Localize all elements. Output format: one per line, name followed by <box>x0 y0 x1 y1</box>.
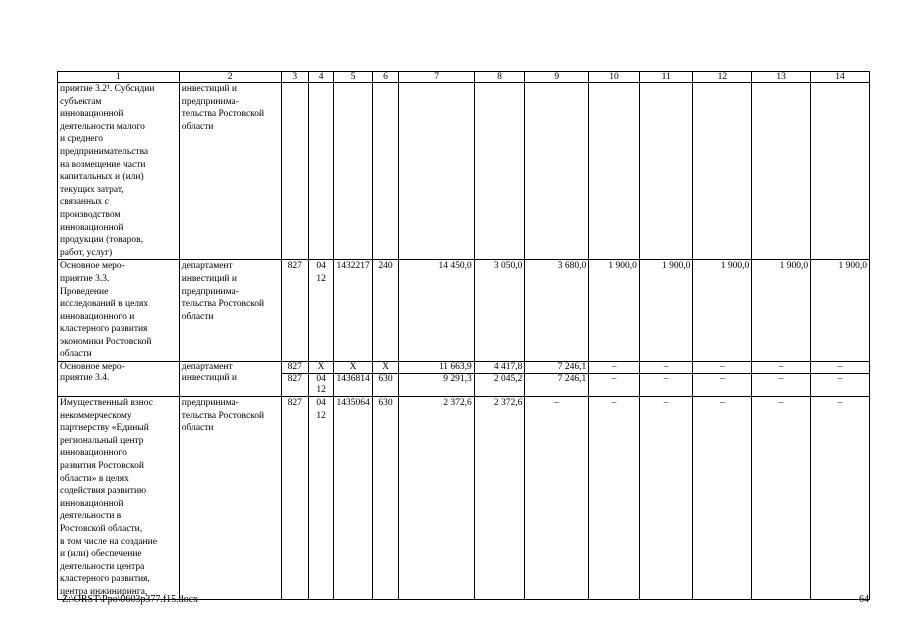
text-line: на возмещение части <box>60 159 146 170</box>
amount-cell: – <box>752 374 811 397</box>
text-line: деятельности малого <box>60 121 145 132</box>
vr-cell: 630 <box>372 374 399 397</box>
text-line: инвестиций и <box>181 273 237 284</box>
amount-cell: 7 246,1 <box>525 374 589 397</box>
text-line: и (или) обеспечение <box>60 549 142 560</box>
text-line: продукции (товаров, <box>60 235 144 246</box>
text-line: инновационного и <box>60 311 135 322</box>
text-line: тельства Ростовской <box>181 299 265 310</box>
amount-cell: 3 680,0 <box>525 260 589 362</box>
text-line: Основное меро- <box>60 362 125 373</box>
amount-cell: 1 900,0 <box>589 260 640 362</box>
text-line: Ростовской области, <box>60 524 143 534</box>
empty-cell <box>334 83 372 260</box>
csr-cell: 1435064 <box>334 397 372 600</box>
text-line: текущих затрат, <box>60 184 124 195</box>
text-line: департамент <box>181 362 233 373</box>
col-header: 2 <box>179 72 281 83</box>
grbs-cell: 827 <box>281 362 308 374</box>
text-line: инновационного <box>60 448 127 459</box>
text-line: содействия развитию <box>60 486 147 497</box>
col-header: 13 <box>752 72 811 83</box>
amount-cell: 4 417,8 <box>474 362 525 374</box>
text-line: производством <box>60 209 121 220</box>
col-header: 3 <box>281 72 308 83</box>
empty-cell <box>281 83 308 260</box>
text-line: связанных с <box>60 197 109 208</box>
text-line: области <box>181 311 214 322</box>
col-header: 11 <box>639 72 693 83</box>
text-line: центра инжиниринга, <box>60 586 148 597</box>
text-line: работ, услуг) <box>60 247 113 258</box>
text-line: экономики Ростовской <box>60 336 152 347</box>
amount-cell: – <box>693 397 752 600</box>
file-path-footer: Z:\ORST\Ppo\0603p377.f15.docx <box>62 594 199 605</box>
text-line: предпринима- <box>181 96 239 107</box>
text-line: и среднего <box>60 134 104 145</box>
text-line: предпринима- <box>181 398 239 409</box>
text-line: инвестиций и <box>181 84 237 94</box>
amount-cell: 7 246,1 <box>525 362 589 374</box>
amount-cell: 1 900,0 <box>752 260 811 362</box>
amount-cell: 1 900,0 <box>639 260 693 362</box>
rzpr-cell: X <box>308 362 334 374</box>
measure-name-cell <box>58 260 180 362</box>
empty-cell <box>474 83 525 260</box>
empty-cell <box>811 83 870 260</box>
amount-cell: 3 050,0 <box>474 260 525 362</box>
text-line: некоммерческому <box>60 410 132 421</box>
text-line: приятие 3.3. <box>60 273 110 284</box>
amount-cell: – <box>752 397 811 600</box>
text-line: инновационной <box>60 498 124 509</box>
amount-cell: – <box>811 374 870 397</box>
text-line: тельства Ростовской <box>181 109 265 120</box>
amount-cell: – <box>693 362 752 374</box>
empty-cell <box>372 83 399 260</box>
text-line: региональный центр <box>60 435 144 446</box>
rzpr-cell: 04 12 <box>308 374 334 397</box>
amount-cell: 2 045,2 <box>474 374 525 397</box>
measure-name-cell <box>58 362 180 397</box>
executor-cell <box>179 362 281 397</box>
empty-cell <box>308 83 334 260</box>
text-line: области <box>181 423 214 434</box>
amount-cell: 1 900,0 <box>693 260 752 362</box>
text-line: исследований в целях <box>60 299 149 310</box>
col-header: 6 <box>372 72 399 83</box>
amount-cell: – <box>589 362 640 374</box>
text-line: инновационной <box>60 109 124 120</box>
empty-cell <box>399 83 474 260</box>
amount-cell: – <box>525 397 589 600</box>
text-line: развития Ростовской <box>60 461 144 472</box>
amount-cell: – <box>639 374 693 397</box>
col-header: 1 <box>58 72 180 83</box>
empty-cell <box>589 83 640 260</box>
vr-cell: 240 <box>372 260 399 362</box>
text-line: кластерного развития, <box>60 574 150 585</box>
table-row <box>58 260 870 362</box>
text-line: деятельности центра <box>60 561 145 572</box>
executor-cell <box>179 260 281 362</box>
executor-cell <box>179 397 281 600</box>
grbs-cell: 827 <box>281 260 308 362</box>
text-line: департамент <box>181 261 233 272</box>
page-number: 64 <box>859 594 869 605</box>
csr-cell: 1436814 <box>334 374 372 397</box>
amount-cell: – <box>589 397 640 600</box>
table-row <box>58 362 870 374</box>
text-line: партнерству «Единый <box>60 423 149 434</box>
amount-cell: – <box>811 362 870 374</box>
text-line: кластерного развития <box>60 324 148 335</box>
amount-cell: – <box>693 374 752 397</box>
measure-name-cell <box>58 397 180 600</box>
text-line: области <box>181 121 214 132</box>
col-header: 9 <box>525 72 589 83</box>
amount-cell: 2 372,6 <box>474 397 525 600</box>
header-row <box>58 72 870 83</box>
col-header: 7 <box>399 72 474 83</box>
col-header: 5 <box>334 72 372 83</box>
executor-cell <box>179 83 281 260</box>
csr-cell: X <box>334 362 372 374</box>
text-line: инновационной <box>60 222 124 233</box>
empty-cell <box>639 83 693 260</box>
grbs-cell: 827 <box>281 374 308 397</box>
amount-cell: – <box>639 362 693 374</box>
amount-cell: 14 450,0 <box>399 260 474 362</box>
empty-cell <box>752 83 811 260</box>
empty-cell <box>525 83 589 260</box>
amount-cell: – <box>639 397 693 600</box>
amount-cell: 2 372,6 <box>399 397 474 600</box>
col-header: 4 <box>308 72 334 83</box>
amount-cell: – <box>589 374 640 397</box>
vr-cell: 630 <box>372 397 399 600</box>
amount-cell: – <box>811 397 870 600</box>
col-header: 8 <box>474 72 525 83</box>
table-row <box>58 83 870 260</box>
text-line: приятие 3.2¹. Субсидии <box>60 84 155 94</box>
grbs-cell: 827 <box>281 397 308 600</box>
text-line: предпринима- <box>181 286 239 297</box>
rzpr-cell: 04 12 <box>308 397 334 600</box>
budget-table <box>57 71 870 600</box>
vr-cell: X <box>372 362 399 374</box>
text-line: субъектам <box>60 96 102 107</box>
text-line: в том числе на создание <box>60 536 157 547</box>
amount-cell: 11 663,9 <box>399 362 474 374</box>
text-line: капитальных и (или) <box>60 172 144 183</box>
text-line: Имущественный взнос <box>60 398 153 409</box>
measure-name-cell <box>58 83 180 260</box>
amount-cell: 9 291,3 <box>399 374 474 397</box>
col-header: 10 <box>589 72 640 83</box>
text-line: области <box>60 349 92 360</box>
csr-cell: 1432217 <box>334 260 372 362</box>
col-header: 14 <box>811 72 870 83</box>
empty-cell <box>693 83 752 260</box>
text-line: предпринимательства <box>60 146 149 157</box>
col-header: 12 <box>693 72 752 83</box>
text-line: области» в целях <box>60 473 129 484</box>
amount-cell: – <box>752 362 811 374</box>
text-line: деятельности в <box>60 511 122 522</box>
text-line: инвестиций и <box>181 373 237 384</box>
text-line: Основное меро- <box>60 261 125 272</box>
rzpr-cell: 04 12 <box>308 260 334 362</box>
table-row <box>58 397 870 600</box>
text-line: Проведение <box>60 286 109 297</box>
text-line: тельства Ростовской <box>181 410 265 421</box>
text-line: приятие 3.4. <box>60 373 110 384</box>
amount-cell: 1 900,0 <box>811 260 870 362</box>
